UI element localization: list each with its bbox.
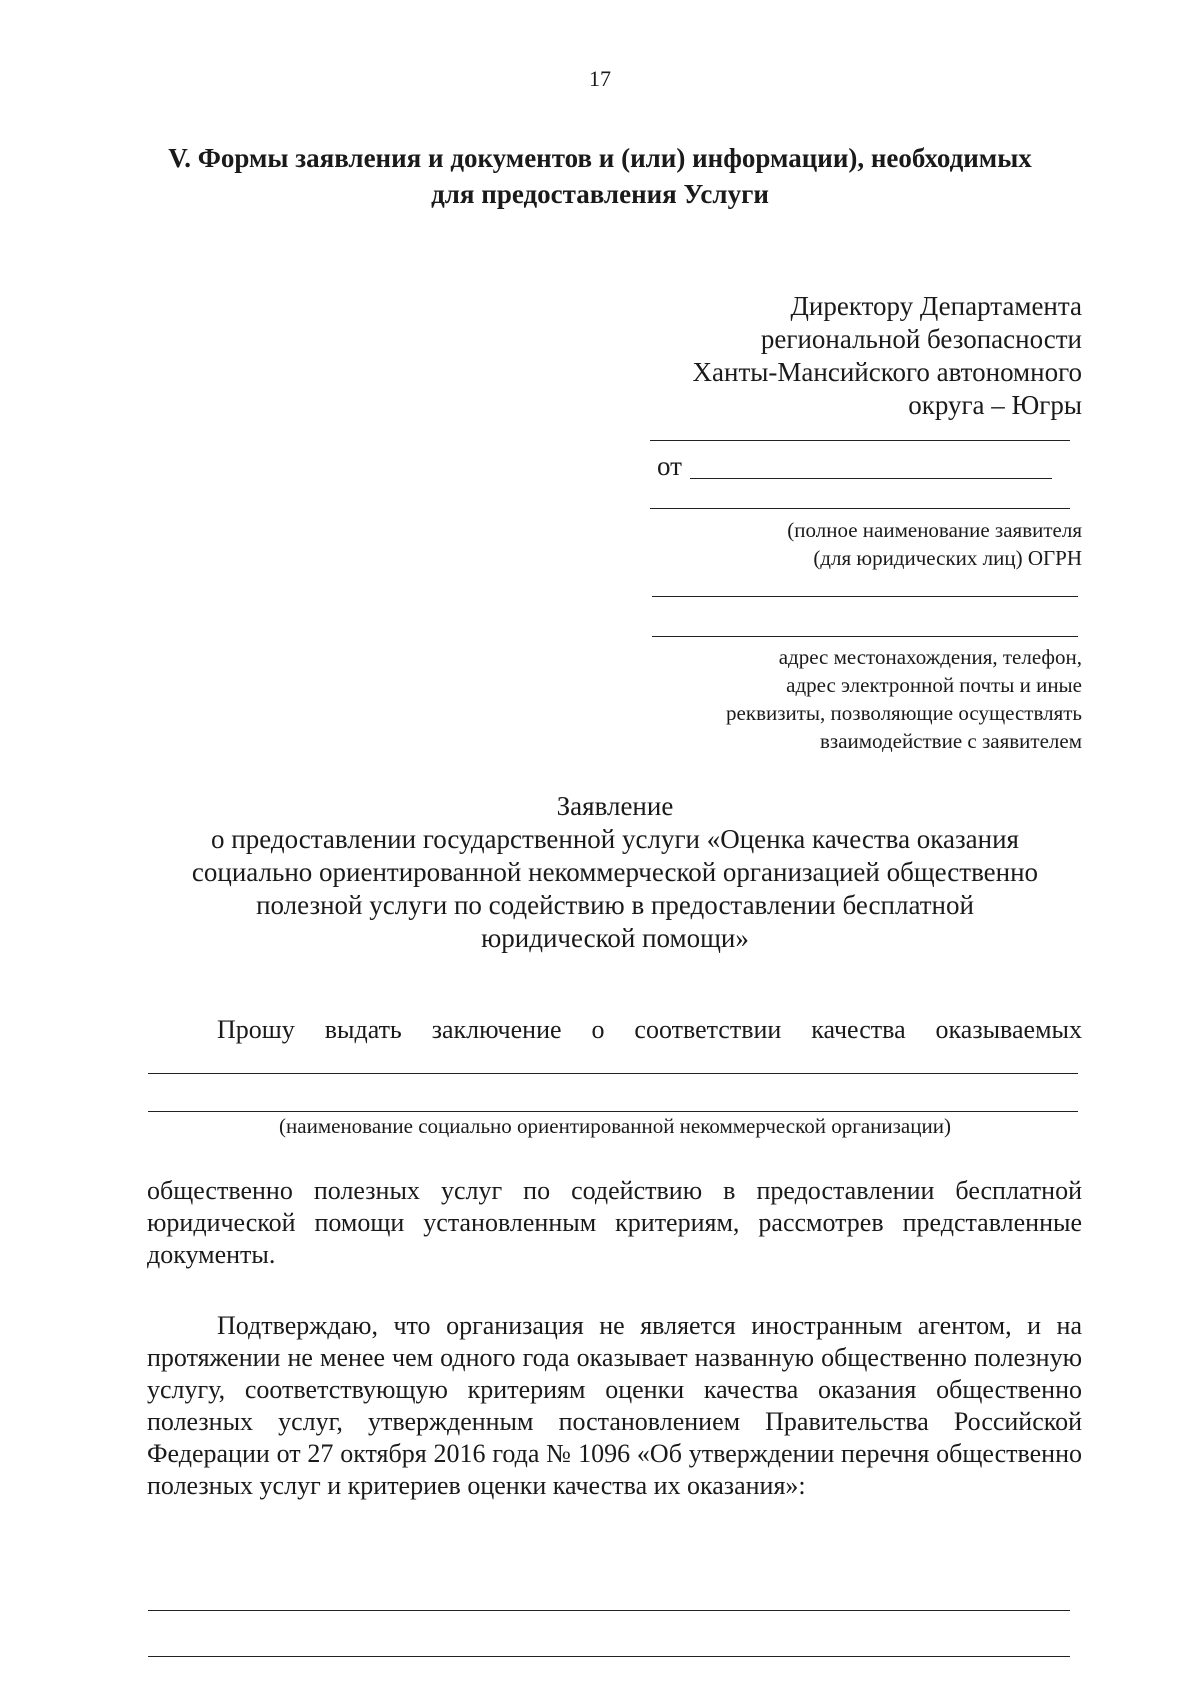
from-blank-line xyxy=(690,478,1052,479)
from-label: от xyxy=(657,451,682,481)
addressee-line: округа – Югры xyxy=(908,390,1082,420)
section-title-line: для предоставления Услуги xyxy=(431,179,769,209)
section-title-line: V. Формы заявления и документов и (или) информации), необходимых xyxy=(168,143,1032,173)
paragraph-2: общественно полезных услуг по содействию в предоставлении бесплатной юридической помощи установленным критериям, рассмотрев представленные документы. xyxy=(147,1176,1082,1269)
addressee-line: Директору Департамента xyxy=(790,291,1082,321)
addressee-line: Ханты-Мансийского автономного xyxy=(692,357,1082,387)
org-caption: (наименование социально ориентированной некоммерческой организации) xyxy=(279,1114,951,1138)
request-text: Прошу выдать заключение о соответствии качества оказываемых xyxy=(217,1015,1082,1044)
contact-caption xyxy=(726,643,1082,755)
statement-line: о предоставлении государственной услуги «Оценка качества оказания xyxy=(211,824,1019,854)
blank-line xyxy=(148,1610,1070,1611)
statement-line: юридической помощи» xyxy=(481,923,749,953)
caption-line: адрес электронной почты и иные xyxy=(786,673,1082,697)
blank-line xyxy=(148,1656,1070,1657)
ogrn-blank-line xyxy=(652,596,1078,597)
org-blank-line xyxy=(148,1111,1078,1112)
caption-line: взаимодействие с заявителем xyxy=(819,729,1082,753)
addressee-line: региональной безопасности xyxy=(760,324,1082,354)
statement-line: социально ориентированной некоммерческой организацией общественно xyxy=(191,857,1039,887)
statement-heading: Заявление xyxy=(556,791,674,821)
blank-line xyxy=(650,440,1070,441)
caption-line: реквизиты, позволяющие осуществлять xyxy=(726,701,1082,725)
org-blank-line xyxy=(148,1073,1078,1074)
caption-line: адрес местонахождения, телефон, xyxy=(778,645,1082,669)
blank-line xyxy=(650,508,1070,509)
section-title xyxy=(120,140,1080,212)
blank-line xyxy=(652,636,1078,637)
statement-title xyxy=(150,790,1080,955)
applicant-caption xyxy=(787,516,1082,572)
statement-line: полезной услуги по содействию в предоставлении бесплатной xyxy=(256,890,974,920)
caption-line: (для юридических лиц) ОГРН xyxy=(813,546,1082,570)
addressee-block xyxy=(693,290,1082,422)
paragraph-3: Подтверждаю, что организация не является иностранным агентом, и на протяжении не менее чем одного года оказывает названную общественно полезную услугу, соответствующую критериям оценки качества оказания общественно полезных услуг, утвержденным постановлением Правительства Российской Федерации от 27 октября 2016 года № 1096 «Об утверждении перечня общественно полезных услуг и критериев оценки качества их оказания»: xyxy=(147,1311,1082,1500)
page-number: 17 xyxy=(589,66,611,91)
caption-line: (полное наименование заявителя xyxy=(787,518,1082,542)
